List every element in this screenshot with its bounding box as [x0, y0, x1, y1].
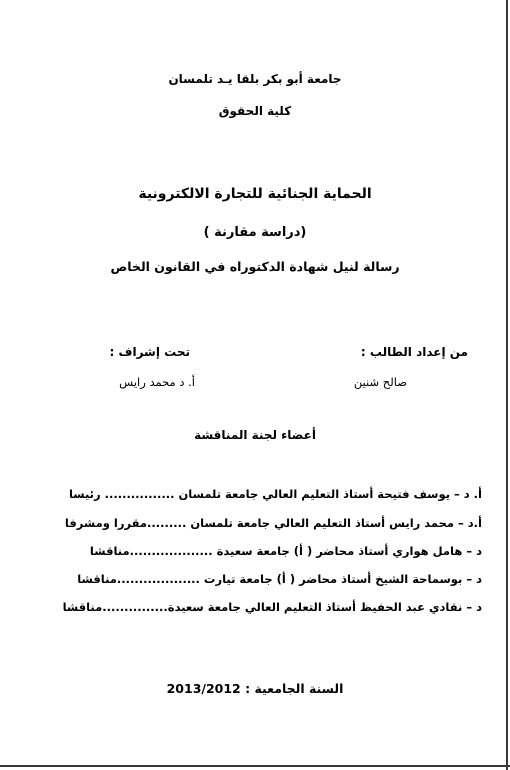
student-name: صالح شنين	[353, 375, 407, 389]
committee-member: د – بوسماحة الشيخ أستاذ محاضر ( أ) جامعة تيارت ...................مناقشا	[77, 572, 482, 586]
committee-member: د – هامل هواري أستاذ محاضر ( أ) جامعة سعيدة ...................مناقشا	[89, 544, 482, 558]
committee-heading: أعضاء لجنة المناقشة	[194, 428, 316, 442]
student-label: من إعداد الطالب :	[360, 345, 468, 359]
supervisor-label: تحت إشراف :	[109, 345, 190, 359]
thesis-title: الحماية الجنائية للتجارة الالكترونية	[138, 186, 372, 202]
page-border-right	[506, 0, 508, 770]
degree-statement: رسالة لنيل شهادة الدكتوراه في القانون الخاص	[110, 259, 400, 274]
faculty-name: كلية الحقوق	[218, 104, 292, 118]
page-border-bottom	[0, 765, 510, 767]
committee-member: أ.د – محمد رايس أستاذ التعليم العالي جامعة تلمسان .........مقررا ومشرفا	[64, 516, 482, 530]
thesis-subtitle: (دراسة مقارنة )	[203, 225, 307, 240]
committee-member: د – نقادي عبد الحفيظ أستاذ التعليم العالي جامعة سعيدة...............مناقشا	[62, 600, 482, 614]
supervisor-name: أ. د محمد رايس	[119, 375, 195, 389]
committee-member: أ. د – يوسف فتيحة أستاذ التعليم العالي جامعة تلمسان ................ رئيسا	[68, 487, 482, 501]
academic-year: السنة الجامعية : 2013/2012	[166, 681, 344, 696]
university-name: جامعة أبو بكر بلقا يـد تلمسان	[168, 72, 342, 86]
